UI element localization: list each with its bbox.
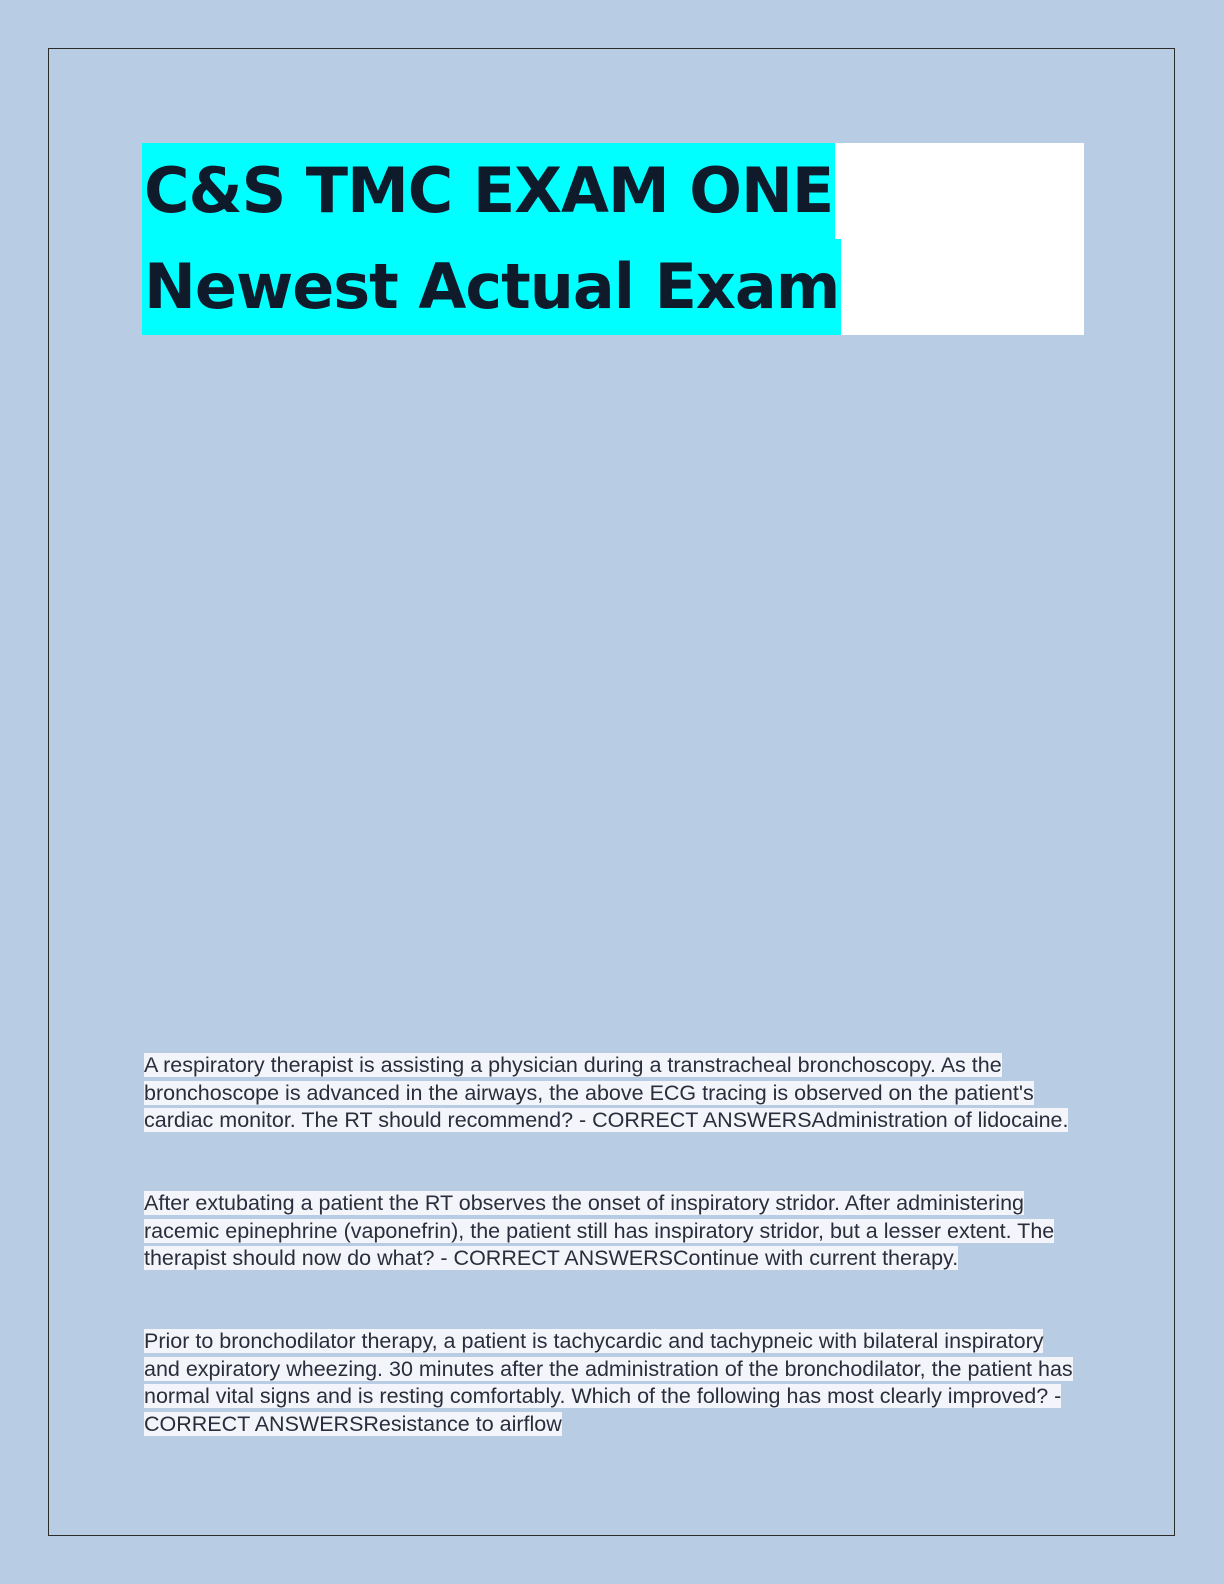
- question-answer-3: [144, 1328, 1074, 1438]
- question-answer-1: [144, 1052, 1074, 1135]
- question-answer-text: After extubating a patient the RT observes the onset of inspiratory stridor. After administering racemic epinephrine (vaponefrin), the patient still has inspiratory stridor, but a lesser extent. The therapist should now do what? - CORRECT ANSWERSContinue with current therapy.: [144, 1191, 1055, 1270]
- title-box: [142, 143, 1084, 335]
- question-answer-text: A respiratory therapist is assisting a physician during a transtracheal bronchoscopy. As the bronchoscope is advanced in the airways, the above ECG tracing is observed on the patient's cardiac monitor. The RT should recommend? - CORRECT ANSWERSAdministration of lidocaine.: [144, 1053, 1069, 1132]
- question-answer-2: [144, 1190, 1074, 1273]
- question-answer-text: Prior to bronchodilator therapy, a patient is tachycardic and tachypneic with bilateral inspiratory and expiratory wheezing. 30 minutes after the administration of the bronchodilator, the patient has normal vital signs and is resting comfortably. Which of the following has most clearly improved? - CORRECT ANSWERSResistance to airflow: [144, 1329, 1073, 1436]
- document-title-line-2: Newest Actual Exam: [142, 239, 841, 335]
- document-title-line-1: C&S TMC EXAM ONE: [142, 143, 835, 239]
